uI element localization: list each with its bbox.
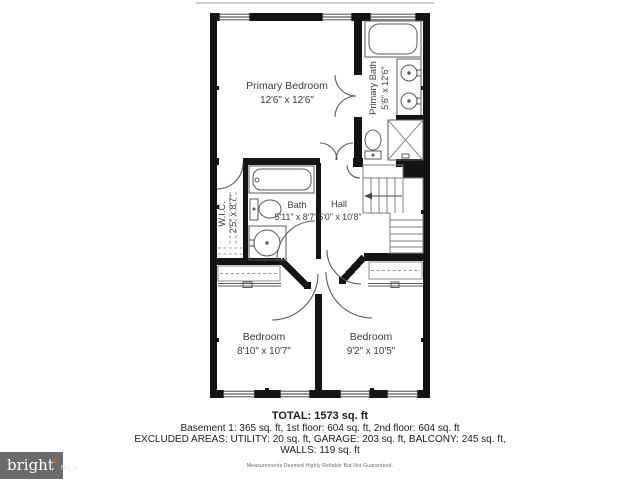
window [223,390,255,398]
hall-label: Hall [330,199,348,209]
bedroom-left-dims: 8'10" x 10'7" [237,346,291,357]
disclaimer: Measurements Deemed Highly Reliable But Not Guaranteed. [246,463,394,469]
walls-area: WALLS: 119 sq. ft [280,445,360,456]
double-vanity-sinks [397,59,421,117]
area-summary [0,410,640,469]
hall-dims: 5'0" x 10'8" [318,212,362,222]
closet-left [218,266,281,288]
logo-brand-text: bright [7,456,54,474]
bath-label: Bath [287,200,307,210]
bedroom-right-dims: 9'2" x 10'5" [346,346,396,357]
wic-label: W.I.C. [217,201,227,227]
primary-bath-label: Primary Bath [368,61,378,115]
floor-areas: Basement 1: 365 sq. ft, 1st floor: 604 sq. ft, 2nd floor: 604 sq. ft [180,423,460,434]
window [280,390,310,398]
hall-bath-door [277,221,315,259]
primary-bedroom-double-door [320,143,353,160]
bedroom-right-door [326,272,372,318]
stair-direction-arrow [364,193,402,200]
window [387,390,418,398]
wic-door [217,163,243,189]
bathtub-hall [249,166,314,193]
wic-dims: 2'5" x 8'7" [228,194,238,234]
primary-bath-dims: 5'6" x 12'6" [380,66,390,110]
primary-bedroom-label: Primary Bedroom [246,80,328,92]
closet-right [368,262,423,288]
bath-dims: 5'11" x 8'7" [274,212,318,222]
total-area: TOTAL: 1573 sq. ft [271,410,369,422]
bedroom-left-label: Bedroom [242,331,286,343]
shower [388,120,423,160]
bedroom-right-label: Bedroom [349,331,393,343]
window [322,13,352,21]
window [340,390,370,398]
bathtub-primary [365,21,421,57]
primary-bedroom-dims: 12'6" x 12'6" [260,95,314,106]
window [219,13,250,21]
logo-spark-icon: ✱ [52,459,58,465]
toilet-primary [365,130,381,159]
primary-bath-double-door [335,75,356,117]
logo-suffix-text: MLS [60,465,79,472]
half-wall [396,115,423,120]
excluded-areas: EXCLUDED AREAS: UTILITY: 20 sq. ft, GARAGE: 203 sq. ft, BALCONY: 245 sq. ft, [134,434,506,445]
bright-mls-logo [0,452,79,479]
staircase [363,165,423,253]
window [370,13,416,21]
